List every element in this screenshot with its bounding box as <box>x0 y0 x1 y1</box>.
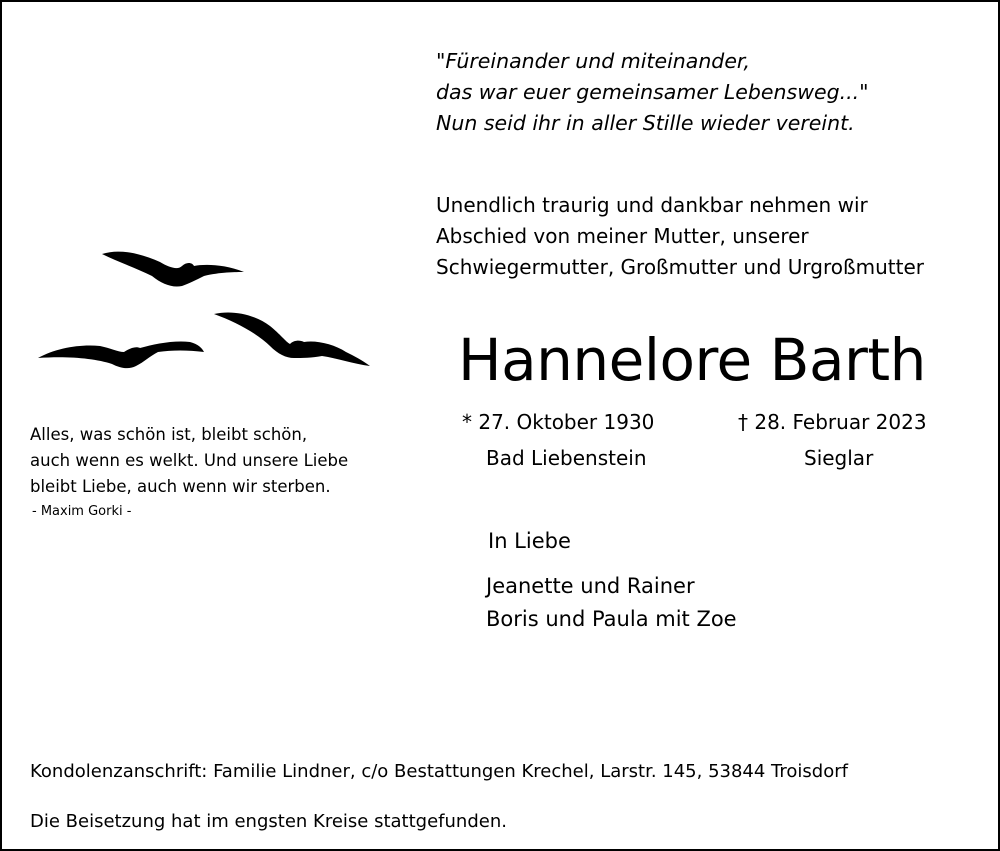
poem-author: - Maxim Gorki - <box>32 504 132 519</box>
poem <box>30 422 348 500</box>
mourner-line-2: Boris und Paula mit Zoe <box>486 607 737 631</box>
poem-line-2: auch wenn es welkt. Und unsere Liebe <box>30 451 349 470</box>
birth-place: Bad Liebenstein <box>486 446 647 470</box>
deceased-name: Hannelore Barth <box>458 326 926 394</box>
memorial-quote <box>436 46 869 139</box>
death-date: † 28. Februar 2023 <box>738 410 927 434</box>
quote-line-1: "Füreinander und miteinander, <box>436 49 750 73</box>
intro-line-1: Unendlich traurig und dankbar nehmen wir <box>436 193 868 217</box>
announcement-intro <box>436 190 924 283</box>
quote-line-3: Nun seid ihr in aller Stille wieder vereint. <box>436 111 855 135</box>
death-place: Sieglar <box>804 446 874 470</box>
condolence-address: Kondolenzanschrift: Familie Lindner, c/o Bestattungen Krechel, Larstr. 145, 53844 Troisdorf <box>30 761 848 782</box>
birth-date: * 27. Oktober 1930 <box>462 410 655 434</box>
mourners-heading: In Liebe <box>488 529 571 553</box>
quote-line-2: das war euer gemeinsamer Lebensweg..." <box>436 80 869 104</box>
mourner-line-1: Jeanette und Rainer <box>486 574 695 598</box>
poem-line-3: bleibt Liebe, auch wenn wir sterben. <box>30 477 331 496</box>
burial-note: Die Beisetzung hat im engsten Kreise stattgefunden. <box>30 811 507 832</box>
mourners-list <box>486 570 737 636</box>
intro-line-3: Schwiegermutter, Großmutter und Urgroßmutter <box>436 255 924 279</box>
poem-line-1: Alles, was schön ist, bleibt schön, <box>30 425 308 444</box>
intro-line-2: Abschied von meiner Mutter, unserer <box>436 224 809 248</box>
birds-icon <box>32 240 377 380</box>
